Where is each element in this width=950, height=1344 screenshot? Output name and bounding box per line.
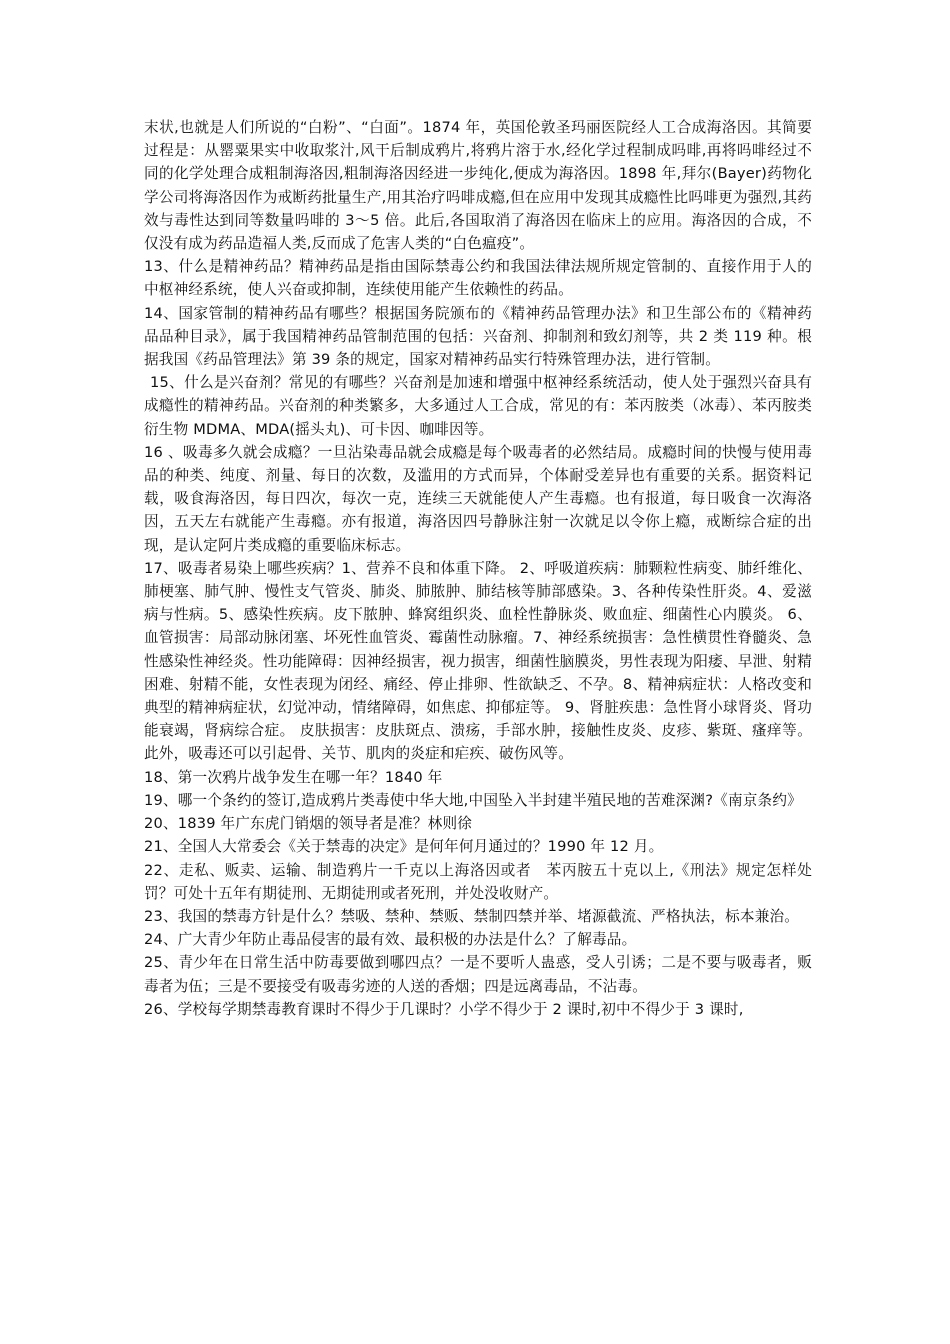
paragraph-q22: 22、走私、贩卖、运输、制造鸦片一千克以上海洛因或者 苯丙胺五十克以上,《刑法》规定怎样处罚？可处十五年有期徒刑、无期徒刑或者死刑，并处没收财产。 <box>144 861 812 902</box>
paragraph-q18: 18、第一次鸦片战争发生在哪一年？1840 年 <box>144 768 443 786</box>
paragraph-q26: 26、学校每学期禁毒教育课时不得少于几课时？小学不得少于 2 课时,初中不得少于 3 课时, <box>144 1000 744 1018</box>
paragraph-q20: 20、1839 年广东虎门销烟的领导者是准？林则徐 <box>144 815 473 833</box>
paragraph-q23: 23、我国的禁毒方针是什么？禁吸、禁种、禁贩、禁制四禁并举、堵源截流、严格执法，标本兼治。 <box>144 907 800 925</box>
paragraph-q16: 16 、吸毒多久就会成瘾？一旦沾染毒品就会成瘾是每个吸毒者的必然结局。成瘾时间的快慢与使用毒品的种类、纯度、剂量、每日的次数，及滥用的方式而异，个体耐受差异也有重要的关系。据资料记载，吸食海洛因，每日四次，每次一克，连续三天就能使人产生毒瘾。也有报道，每日吸食一次海洛因，五天左右就能产生毒瘾。亦有报道，海洛因四号静脉注射一次就足以令你上瘾，戒断综合症的出现，是认定阿片类成瘾的重要临床标志。 <box>144 443 812 554</box>
paragraph-q19: 19、哪一个条约的签订,造成鸦片类毒使中华大地,中国坠入半封建半殖民地的苦难深渊?《南京条约》 <box>144 791 802 809</box>
document-body <box>144 116 812 1021</box>
paragraph-q14: 14、国家管制的精神药品有哪些？根据国务院颁布的《精神药品管理办法》和卫生部公布的《精神药品品种目录》，属于我国精神药品管制范围的包括：兴奋剂、抑制剂和致幻剂等，共 2 类 119 种。根据我国《药品管理法》第 39 条的规定，国家对精神药品实行特殊管理办法，进行管制。 <box>144 304 812 369</box>
paragraph-heroin-history: 末状,也就是人们所说的“白粉”、“白面”。1874 年，英国伦敦圣玛丽医院经人工合成海洛因。其简要过程是：从罂粟果实中收取浆汁,风干后制成鸦片,将鸦片溶于水,经化学过程制成吗啡,再将吗啡经过不同的化学处理合成粗制海洛因,粗制海洛因经进一步纯化,便成为海洛因。1898 年,拜尔(Bayer)药物化学公司将海洛因作为戒断药批量生产,用其治疗吗啡成瘾,但在应用中发现其成瘾性比吗啡更为强烈,其药效与毒性达到同等数量吗啡的 3～5 倍。此后,各国取消了海洛因在临床上的应用。海洛因的合成，不仅没有成为药品造福人类,反而成了危害人类的“白色瘟疫”。 <box>144 119 812 253</box>
paragraph-q17: 17、吸毒者易染上哪些疾病？1、营养不良和体重下降。 2、呼吸道疾病：肺颗粒性病变、肺纤维化、肺梗塞、肺气肿、慢性支气管炎、肺炎、肺脓肿、肺结核等肺部感染。3、各种传染性肝炎。4、爱滋病与性病。5、感染性疾病。皮下脓肿、蜂窝组织炎、血栓性静脉炎、败血症、细菌性心内膜炎。 6、血管损害：局部动脉闭塞、坏死性血管炎、霉菌性动脉瘤。7、神经系统损害：急性横贯性脊髓炎、急性感染性神经炎。性功能障碍：因神经损害，视力损害，细菌性脑膜炎，男性表现为阳痿、早泄、射精困难、射精不能，女性表现为闭经、痛经、停止排卵、性欲缺乏、不孕。8、精神病症状：人格改变和典型的精神病症状，幻觉冲动，情绪障碍，如焦虑、抑郁症等。 9、肾脏疾患：急性肾小球肾炎、肾功能衰竭，肾病综合症。 皮肤损害：皮肤斑点、溃疡，手部水肿，接触性皮炎、皮疹、紫斑、瘙痒等。此外，吸毒还可以引起骨、关节、肌肉的炎症和疟疾、破伤风等。 <box>144 559 812 763</box>
paragraph-q15: 15、什么是兴奋剂？常见的有哪些？兴奋剂是加速和增强中枢神经系统活动，使人处于强烈兴奋具有成瘾性的精神药品。兴奋剂的种类繁多，大多通过人工合成，常见的有：苯丙胺类（冰毒）、苯丙胺类衍生物 MDMA、MDA(摇头丸)、可卡因、咖啡因等。 <box>144 374 812 438</box>
paragraph-q25: 25、青少年在日常生活中防毒要做到哪四点？一是不要听人蛊惑，受人引诱；二是不要与吸毒者，贩毒者为伍；三是不要接受有吸毒劣迹的人送的香烟；四是远离毒品，不沾毒。 <box>144 954 812 995</box>
paragraph-q13: 13、什么是精神药品？精神药品是指由国际禁毒公约和我国法律法规所规定管制的、直接作用于人的中枢神经系统，使人兴奋或抑制，连续使用能产生依赖性的药品。 <box>144 258 812 299</box>
paragraph-q21: 21、全国人大常委会《关于禁毒的决定》是何年何月通过的？1990 年 12 月。 <box>144 838 664 856</box>
paragraph-q24: 24、广大青少年防止毒品侵害的最有效、最积极的办法是什么？了解毒品。 <box>144 931 637 949</box>
